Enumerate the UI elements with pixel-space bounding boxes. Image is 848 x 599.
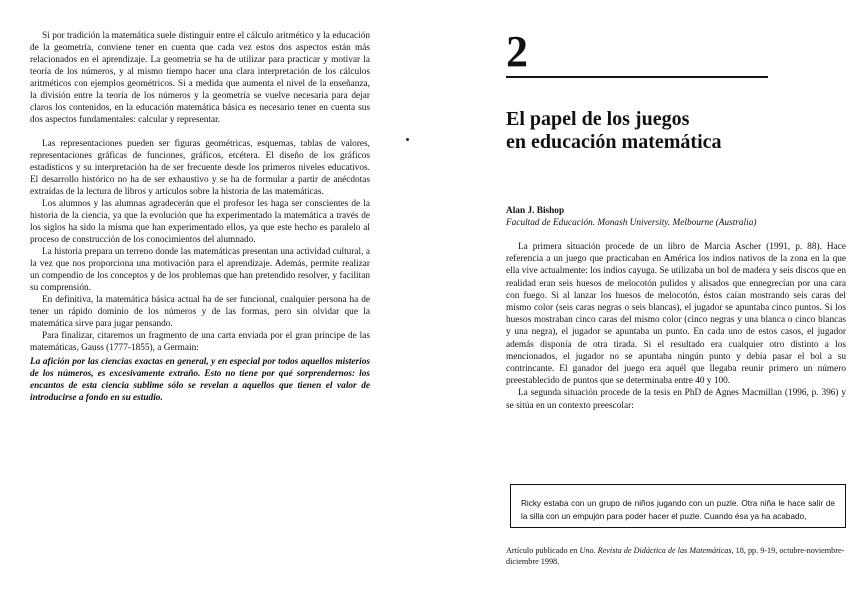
excerpt-text: Ricky estaba con un grupo de niños jugando con un puzle. Otra niña le hace salir de la silla con un empujón para poder hacer el puzle. Cuando ésa ya ha acabado,	[521, 499, 835, 521]
gauss-quote: La afición por las ciencias exactas en general, y en especial por todos aquellos misterios de los números, es excesivamente extraño. Esto no tiene por qué sorprendernos: los encantos de esta ciencia sublime sólo se revelan a aquellos que tienen el valor de introducirse a fondo en su estudio.	[30, 357, 370, 403]
paragraph: La historia prepara un terreno donde las matemáticas presentan una actividad cultural, a la vez que nos proporciona una motivación para el aprendizaje. Además, permite realizar un compendio de los conceptos y de los problemas que han pretendido resolver, y facilitan su comprensión.	[30, 247, 370, 293]
footnote-suffix: , 18, pp. 9-19, octubre-noviembre-diciembre 1998.	[506, 546, 845, 566]
author-affiliation: Facultad de Educación. Monash University. Melbourne (Australia)	[506, 218, 757, 228]
chapter-number: 2	[506, 27, 528, 76]
right-page	[424, 0, 848, 599]
right-text-column	[506, 241, 846, 412]
paragraph: La segunda situación procede de la tesis en PhD de Agnes Macmillan (1996, p. 396) y se sitúa en un contexto preescolar:	[506, 388, 846, 411]
footnote-prefix: Artículo publicado en	[506, 546, 580, 555]
title-line-1: El papel de los juegos	[506, 108, 690, 130]
paragraph: Las representaciones pueden ser figuras geométricas, esquemas, tablas de valores, representaciones gráficas de funciones, gráficos, etcétera. El diseño de los gráficos estadísticos y su interpretación ha de ser frecuente desde los primeros niveles educativos. El desarrollo histórico no ha de ser exhaustivo y se ha de formular a partir de anécdotas extraídas de la lectura de libros y artículos sobre la historia de las matemáticas.	[30, 139, 370, 197]
chapter-rule	[506, 76, 768, 78]
title-line-2: en educación matemática	[506, 131, 722, 153]
author-name: Alan J. Bishop	[506, 206, 565, 216]
excerpt-box	[510, 484, 846, 528]
left-text-column	[30, 30, 370, 404]
footnote	[506, 545, 846, 567]
paragraph: La primera situación procede de un libro de Marcia Ascher (1991, p. 88). Hace referencia a un juego que practicaban en América los indios nativos de la zona en la que ella vive actualmente: los indios cayuga. Se utilizaba un bol de madera y seis discos que en realidad eran seis huesos de melocotón pulidos y alisados que ennegrecían por una cara con fuego. Si al lanzar los huesos de melocotón, éstos caían mostrando seis caras del mismo color (seis caras negras o seis blancas), el jugador se apuntaba cinco puntos. Si los huesos mostraban cinco caras del mismo color (cinco negras y una blanca o cinco blancas y una negra), el jugador se apuntaba un punto. En cada uno de estos casos, el jugador además disponía de otra tirada. Si el resultado era cualquier otro distinto a los mencionados, el jugador no se apuntaba ningún punto y debía pasar el bol a su contrincante. El ganador del juego era aquél que llegaba reunir primero un número preestablecido de puntos que se determinaba entre 40 y 100.	[506, 242, 846, 387]
footnote-source: Uno. Revista de Didáctica de las Matemáticas	[579, 546, 732, 555]
chapter-title	[506, 108, 806, 154]
paragraph: Si por tradición la matemática suele distinguir entre el cálculo aritmético y la educación de la geometría, conviene tener en cuenta que cada vez estos dos aspectos están más relacionados en el aprendizaje. La geometría se ha de utilizar para practicar y motivar la teoría de los números, y al mismo tiempo hacer una clara interpretación de los cálculos aritméticos con ejemplos geométricos. Si a medida que aumenta el nivel de la enseñanza, la división entre la teoría de los números y la geometría se vuelve necesaria para dejar claros los contenidos, en la educación matemática básica es necesario tener en cuenta sus dos aspectos fundamentales: calcular y representar.	[30, 31, 370, 125]
scan-speck	[406, 138, 409, 141]
paragraph: En definitiva, la matemática básica actual ha de ser funcional, cualquier persona ha de tener un rápido dominio de los números y de las formas, pero sin olvidar que la matemática sirve para jugar pensando.	[30, 295, 370, 329]
paragraph: Para finalizar, citaremos un fragmento de una carta enviada por el gran príncipe de las matemáticas, Gauss (1777-1855), a Germain:	[30, 331, 370, 353]
paragraph: Los alumnos y las alumnas agradecerán que el profesor les haga ser conscientes de la historia de la ciencia, ya que la evolución que ha experimentado la matemática a través de los siglos ha sido la misma que han experimentado ellos, ya que este hecho es paralelo al proceso de construcción de los conocimientos del alumnado.	[30, 199, 370, 245]
